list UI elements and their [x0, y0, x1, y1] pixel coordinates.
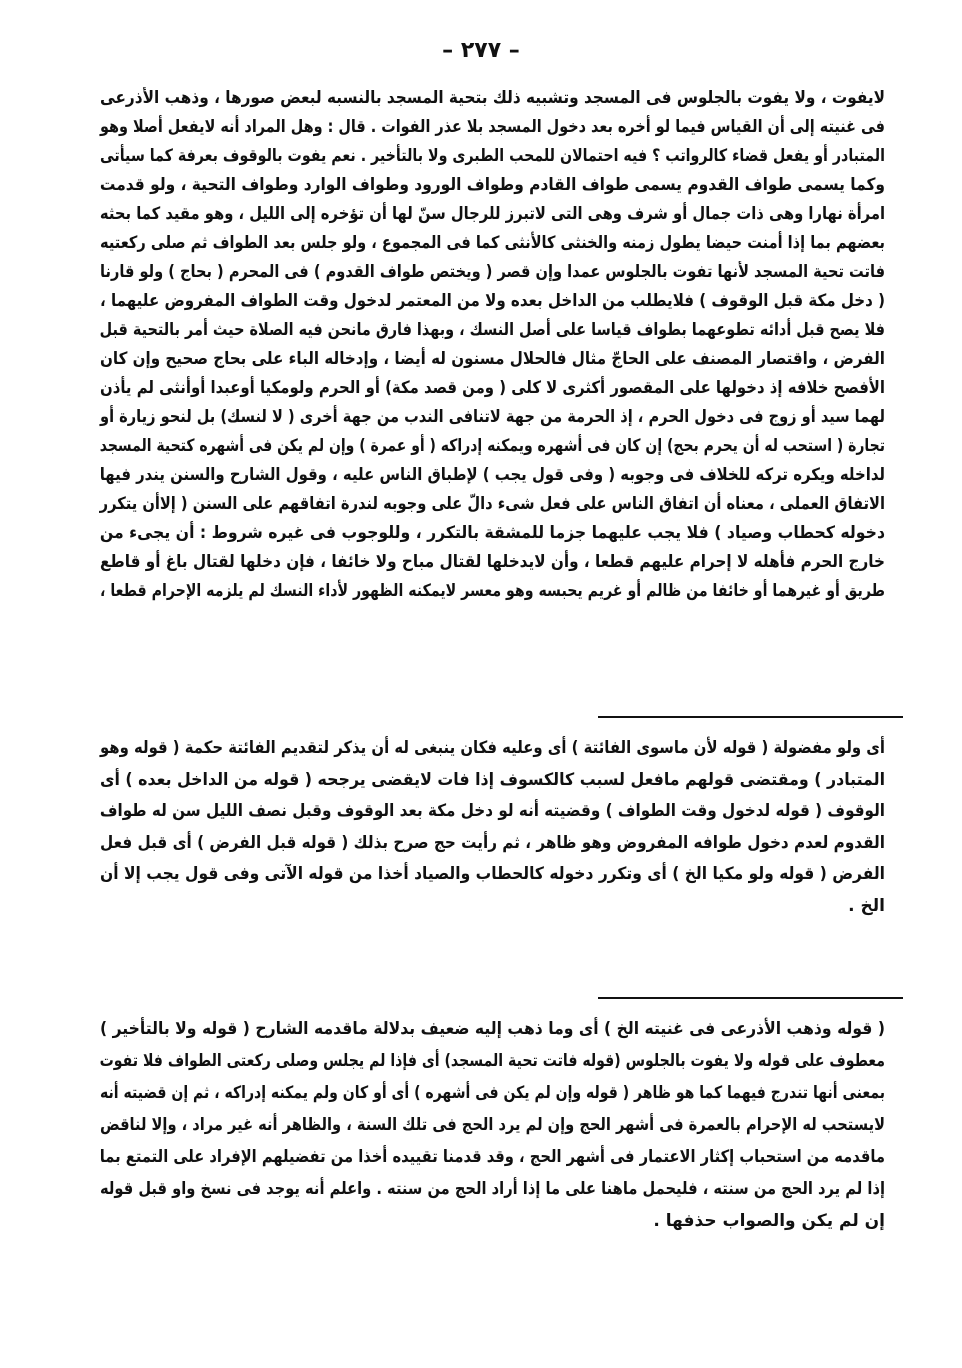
- text-line: دخوله كحطاب وصياد ) فلا يجب عليهما جزما للمشقة بالتكرر ، وللوجوب فى غيره شروط : أن يجىء من: [99, 523, 885, 543]
- text-line: بعضهم بما إذا أمنت حيضا يطول زمنه والخنثى كالأنثى كما فى المجموع ، ولو جلس بعد الطواف ثم صلى ركعتيه: [100, 233, 885, 253]
- text-line: المتبادر ) ومقتضى قولهم مافعل لسبب كالكسوف إذا فات لايقضى يرجحه ( قوله من الداخل بعده ) أى: [100, 769, 885, 790]
- text-line: لايستحب له الإحرام بالعمرة فى أشهر الحج وإن لم يرد الحج فى تلك السنة ، والظاهر أنه غير مراد ، وإلا لناقض: [100, 1115, 885, 1135]
- text-line: لايفوت ، ولا يفوت بالجلوس فى المسجد وتشبيه ذلك بتحية المسجد بالنسبه لبعض صورها ، وذهب الأذرعى: [100, 88, 885, 108]
- text-line: خارج الحرم فأهله لا إحرام عليهم قطعا ، وأن لايدخلها لقتال مباح ولا خائفا ، فإن دخلها لقتال باغ أو قاطع: [100, 552, 885, 572]
- text-line: المتبادر أو يفعل قضاء كالرواتب ؟ فيه احتمالان للمحب الطبرى ولا بالتأخير . نعم يفوت بالوقوف بعرفة كما سيأتى: [100, 146, 885, 166]
- text-line: امرأة نهارا وهى ذات جمال أو شرف وهى التى لاتبرز للرجال سنّ لها أن تؤخره إلى الليل ، وهو مقيد كما بحثه: [99, 204, 885, 224]
- text-line: الأفصح خلافه إذ دخولها على المقصور أكثرى لا كلى ( ومن قصد مكة) أو الحرم ولومكيا أوعبدا أوأنثى لم يأذن: [100, 378, 885, 398]
- text-line: أى ولو مفضولة ( قوله لأن ماسوى الفائتة ) أى وعليه فكان ينبغى له أن يذكر لتقديم الفائتة حكمة ( قوله وهو: [100, 738, 885, 758]
- text-line: تجارة ( استحب له أن يحرم بحج) إن كان فى أشهره ويمكنه إدراكه ( أو عمرة ) وإن لم يكن فى أشهره كتحية المسجد: [99, 436, 886, 456]
- text-line: وكما يسمى طواف القدوم يسمى طواف القادم وطواف الورود وطواف الوارد وطواف التحية ، ولو قدمت: [99, 175, 886, 195]
- text-line: فى غنيته إلى أن القياس فيما لو أخره بعد دخول المسجد بلا عذر الفوات . قال : وهل المراد أنه لايفعل أصلا وهو: [99, 117, 885, 137]
- main-text: [100, 84, 885, 606]
- text-line: إن لم يكن والصواب حذفها .: [653, 1211, 885, 1231]
- footnote-divider: [598, 997, 903, 999]
- text-line: ( دخل مكة قبل الوقوف ) فلايطلب من الداخل بعده ولا من المعتمر لدخول وقت الطواف المفروض عليهما ،: [100, 291, 885, 311]
- text-line: لداخله ويكره تركه للخلاف فى وجوبه ( وفى قول يجب ) لإطباق الناس عليه ، وقول الشارح والسنن يندر فيها: [99, 465, 886, 485]
- text-line: الاتفاق العملى ، معناه أن اتفاق الناس على فعل شىء دالّ على وجوبه لندرة اتفاقهم على السنن ( إلاأن يتكرر: [99, 494, 886, 514]
- text-line: طريق أو غيرهما أو خائفا من ظالم أو غريم يحبسه وهو معسر لايمكنه الظهور لأداء النسك لم يلزمه الإحرام قطعا ،: [100, 581, 885, 601]
- footnote-2: [100, 1013, 885, 1237]
- text-line: معطوف على قوله ولا يفوت بالجلوس (قوله فاتت تحية المسجد) أى فإذا لم يجلس وصلى ركعتى الطواف فلا تفوت: [99, 1051, 886, 1071]
- footnote-1: [100, 733, 885, 922]
- text-line: فاتت تحية المسجد لأنها تفوت بالجلوس عمدا وإن قصر ( ويختص طواف القدوم ) فى المحرم ( بحاج ) ولو قارنا: [100, 262, 885, 282]
- text-line: القدوم لعدم دخول طوافه المفروض وهو ظاهر ، ثم رأيت حج صرح بذلك ( قوله قبل الفرض ) أى قبل فعل: [100, 832, 885, 853]
- text-line: بمعنى أنها تندرج فيهما كما هو ظاهر ( قوله وإن لم يكن فى أشهره ) أى أو كان ولم يمكنه إدراكه ، ثم إن قضيته أنه: [100, 1083, 885, 1103]
- text-line: الخ .: [848, 895, 885, 916]
- page-number: – ٢٧٧ –: [442, 38, 520, 63]
- text-line: إذا لم يرد الحج من سنته ، فليحمل ماهنا على ما إذا أراد الحج من سنته . واعلم أنه يوجد فى نسخ واو قبل قوله: [100, 1179, 885, 1199]
- text-line: الفرض ، واقتصار المصنف على الحاجّ مثال فالحلال مسنون له أيضا ، وإدخاله الباء على بحاج صحيح وإن كان: [100, 349, 885, 369]
- text-line: ( قوله وذهب الأذرعى فى غنيته الخ ) أى وما ذهب إليه ضعيف بدلالة ماقدمه الشارح ( قوله ولا بالتأخير ): [100, 1019, 885, 1039]
- text-line: فلا يصح قبل أدائه تطوعهما بطواف قياسا على أصل النسك ، وبهذا فارق مانحن فيه الصلاة حيث أمر بالتحية قبل: [99, 320, 886, 340]
- text-line: لهما سيد أو زوج فى دخول الحرم ، إذ الحرمة من جهة لاتنافى الندب من جهة أخرى ( لا لنسك) بل لنحو زيارة أو: [100, 407, 885, 427]
- text-line: ماقدمه من استحباب إكثار الاعتمار فى أشهر الحج ، وقد قدمنا تقييده أخذا من تفضيلهم الإفراد على التمتع بما: [99, 1147, 885, 1167]
- text-line: الوقوف ( قوله لدخول وقت الطواف ) وقضيته أنه لو دخل مكة بعد الوقوف وقبل نصف الليل سن له طواف: [99, 801, 885, 821]
- text-line: الفرض ( قوله ولو مكيا الخ ) أى وتكرر دخوله كالحطاب والصياد أخذا من قوله الآتى وفى قول يجب إلا أن: [100, 864, 885, 884]
- footnote-divider: [598, 716, 903, 718]
